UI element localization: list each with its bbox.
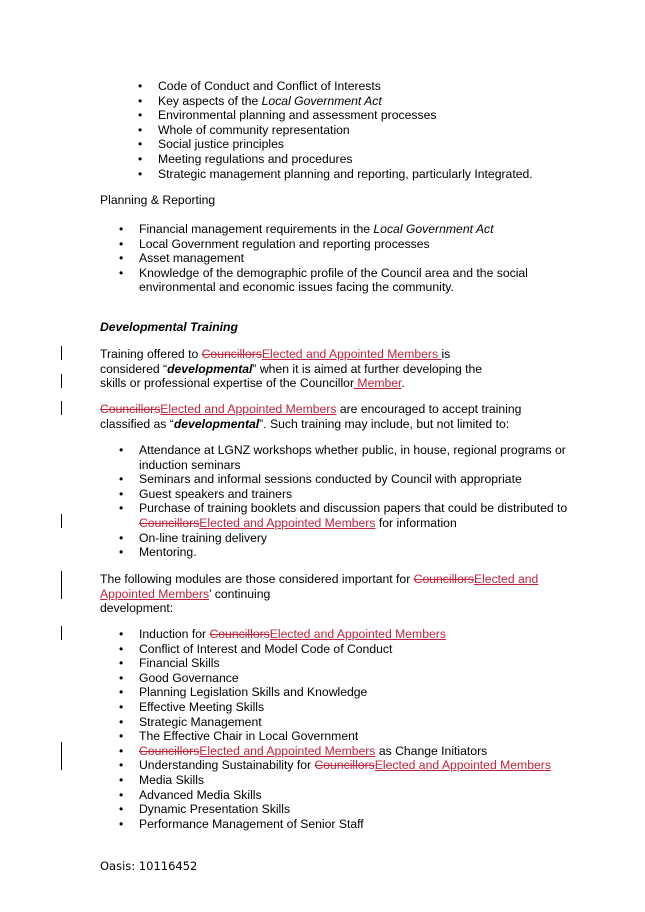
list-item: • Financial management requirements in the Local Government Act <box>139 222 579 237</box>
deleted-text: Councillors <box>413 572 474 586</box>
inserted-text: Member <box>354 376 402 391</box>
list-item: • Dynamic Presentation Skills <box>139 802 579 817</box>
list-item: • Advanced Media Skills <box>139 788 579 803</box>
list-item: • Knowledge of the demographic profile of the Council area and the social environmental and economic issues facing the community. <box>139 266 579 295</box>
list-item: • On-line training delivery <box>139 531 569 546</box>
list-item: • Induction for CouncillorsElected and Appointed Members <box>139 627 579 642</box>
list-item: • Strategic Management <box>139 715 579 730</box>
planning-heading: Planning & Reporting <box>100 193 216 207</box>
deleted-text: Councillors <box>209 627 270 641</box>
list-item: • Social justice principles <box>158 137 618 152</box>
change-bar <box>61 401 62 415</box>
list-item: • CouncillorsElected and Appointed Members as Change Initiators <box>139 744 579 759</box>
list-item: • Purchase of training booklets and discussion papers that could be distributed to CouncillorsElected and Appointed Members for information <box>139 501 569 530</box>
topic-list <box>158 79 618 181</box>
deleted-text: Councillors <box>100 402 161 416</box>
list-item: • Mentoring. <box>139 545 569 560</box>
list-item: • Asset management <box>139 251 579 266</box>
list-item: • Code of Conduct and Conflict of Interests <box>158 79 618 94</box>
list-item: • Media Skills <box>139 773 579 788</box>
change-bar <box>61 514 62 528</box>
list-item: • Key aspects of the Local Government Act <box>158 94 618 109</box>
list-item: • Strategic management planning and reporting, particularly Integrated. <box>158 167 618 182</box>
list-item: • Environmental planning and assessment processes <box>158 108 618 123</box>
change-bar <box>61 626 62 640</box>
list-item: • Performance Management of Senior Staff <box>139 817 579 832</box>
inserted-text: Elected and Appointed Members <box>199 743 376 758</box>
inserted-text: Elected and Appointed Members <box>261 347 442 361</box>
deleted-text: Councillors <box>139 743 200 758</box>
deleted-text: Councillors <box>314 758 375 773</box>
training-list <box>139 443 569 560</box>
paragraph-encouraged: CouncillorsElected and Appointed Members are encouraged to accept training classified as “developmental”. Such training may include, but not limited to: <box>100 402 522 431</box>
list-item: • Good Governance <box>139 671 579 686</box>
paragraph-training-offered: Training offered to CouncillorsElected and Appointed Members is considered “developmental” when it is aimed at further developing the skills or professional expertise of the Councillor Member. <box>100 347 483 391</box>
inserted-text: Elected and Appointed Members <box>374 758 551 773</box>
paragraph-modules-intro: The following modules are those considered important for CouncillorsElected and Appointed Members’ continuing development: <box>100 572 539 616</box>
change-bar <box>61 742 62 770</box>
planning-list <box>139 222 579 295</box>
list-item: • Guest speakers and trainers <box>139 487 569 502</box>
list-item: • Understanding Sustainability for CouncillorsElected and Appointed Members <box>139 758 579 773</box>
change-bar <box>61 374 62 388</box>
section-heading: Developmental Training <box>100 320 238 334</box>
list-item: • Local Government regulation and reporting processes <box>139 237 579 252</box>
list-item: • Whole of community representation <box>158 123 618 138</box>
list-item: • Seminars and informal sessions conducted by Council with appropriate <box>139 472 569 487</box>
inserted-text: Elected and Appointed Members <box>160 402 337 416</box>
inserted-text: Elected and Appointed Members <box>100 572 539 601</box>
list-item: • Financial Skills <box>139 656 579 671</box>
deleted-text: Councillors <box>201 347 262 361</box>
change-bar <box>61 571 62 599</box>
modules-list <box>139 627 579 831</box>
change-bar <box>61 346 62 360</box>
list-item: • Effective Meeting Skills <box>139 700 579 715</box>
inserted-text: Elected and Appointed Members <box>199 515 376 530</box>
list-item: • Attendance at LGNZ workshops whether public, in house, regional programs or induction seminars <box>139 443 569 472</box>
list-item: • Meeting regulations and procedures <box>158 152 618 167</box>
list-item: • Planning Legislation Skills and Knowledge <box>139 685 579 700</box>
list-item: • The Effective Chair in Local Government <box>139 729 579 744</box>
footer-reference: Oasis: 10116452 <box>100 859 198 873</box>
list-item: • Conflict of Interest and Model Code of Conduct <box>139 642 579 657</box>
inserted-text: Elected and Appointed Members <box>269 627 446 641</box>
deleted-text: Councillors <box>139 515 200 530</box>
